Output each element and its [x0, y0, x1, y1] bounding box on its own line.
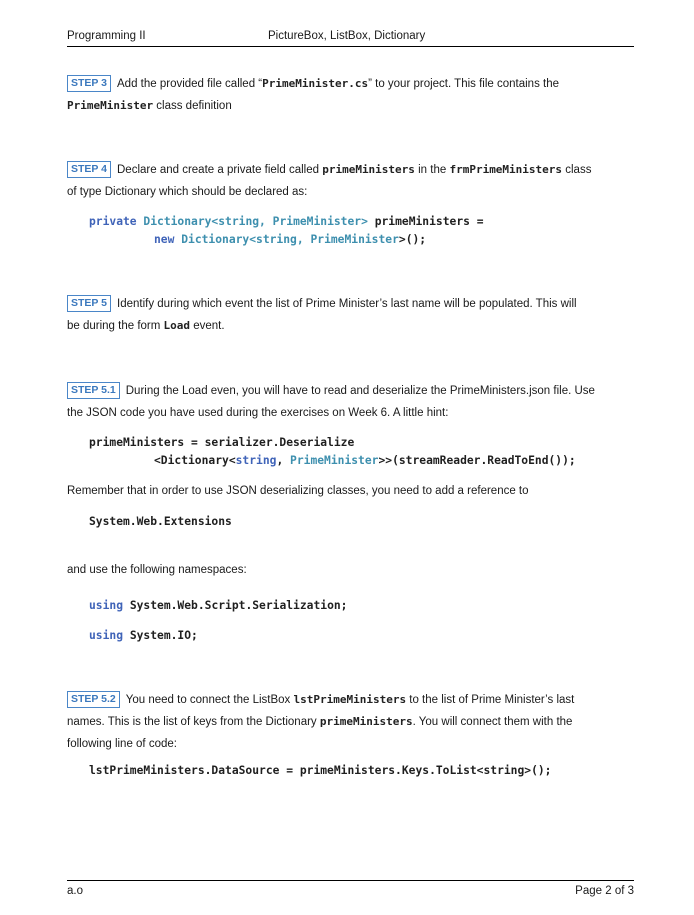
code-text: >>(streamReader.ReadToEnd());	[378, 454, 576, 467]
step4-code-line-2	[154, 231, 426, 249]
code-text: <Dictionary<	[154, 454, 236, 467]
step51-paragraph	[67, 380, 634, 424]
step3-text-2: ” to your project. This file contains the	[368, 78, 560, 90]
step5-load: Load	[163, 319, 191, 332]
step5-text-3: event.	[190, 320, 225, 332]
step52-text-4: . You will connect them with the	[412, 716, 573, 728]
step3-file: PrimeMinister.cs	[262, 77, 369, 90]
code-type: PrimeMinister	[290, 454, 379, 467]
step4-field: primeMinisters	[322, 163, 415, 176]
step4-text-3: class	[562, 164, 592, 176]
footer-author: a.o	[67, 885, 83, 897]
step4-code-line-1	[89, 213, 484, 231]
step3-text-3: class definition	[153, 100, 232, 112]
page-footer	[67, 880, 634, 901]
reference-assembly: System.Web.Extensions	[89, 515, 232, 528]
step51-text: During the Load even, you will have to read and deserialize the PrimeMinisters.json file. Use	[125, 385, 595, 397]
footer-page-number: Page 2 of 3	[575, 885, 634, 897]
step4-text: Declare and create a private field called	[117, 164, 323, 176]
step5-text: Identify during which event the list of Prime Minister’s last name will be populated. This will	[117, 298, 577, 310]
step3-class: PrimeMinister	[67, 99, 154, 112]
code-text: ,	[276, 454, 291, 467]
step5-badge: STEP 5	[67, 295, 111, 312]
step52-text-5: following line of code:	[67, 738, 177, 750]
step4-text-2: in the	[414, 164, 450, 176]
code-type: PrimeMinister>	[272, 215, 368, 228]
code-text: System.IO;	[129, 629, 198, 642]
step52-paragraph	[67, 689, 634, 755]
step52-dictionary: primeMinisters	[319, 715, 413, 728]
step52-text-3: names. This is the list of keys from the Dictionary	[67, 716, 320, 728]
header-course: Programming II	[67, 30, 146, 42]
code-text: primeMinisters =	[374, 215, 484, 228]
step52-badge: STEP 5.2	[67, 691, 120, 708]
code-type: PrimeMinister	[310, 233, 399, 246]
step4-text-4: of type Dictionary which should be declared as:	[67, 186, 308, 198]
step4-badge: STEP 4	[67, 161, 111, 178]
step52-text-2: to the list of Prime Minister’s last	[406, 694, 575, 706]
code-keyword: new	[154, 233, 175, 246]
using-line-1	[89, 597, 347, 615]
step51-code-line-2	[154, 452, 576, 470]
code-keyword: string	[235, 454, 277, 467]
step51-text-2: the JSON code you have used during the exercises on Week 6. A little hint:	[67, 407, 449, 419]
step4-form: frmPrimeMinisters	[449, 163, 563, 176]
code-text: System.Web.Script.Serialization;	[129, 599, 348, 612]
code-keyword: using	[89, 629, 124, 642]
code-type: Dictionary<string,	[181, 233, 304, 246]
step52-code-line: lstPrimeMinisters.DataSource = primeMinisters.Keys.ToList<string>();	[89, 764, 552, 777]
namespaces-text: and use the following namespaces:	[67, 564, 247, 576]
step52-listbox: lstPrimeMinisters	[293, 693, 407, 706]
page-header	[67, 28, 634, 47]
step51-code-line-1: primeMinisters = serializer.Deserialize	[89, 436, 355, 449]
code-keyword: using	[89, 599, 124, 612]
step51-badge: STEP 5.1	[67, 382, 120, 399]
step52-text: You need to connect the ListBox	[125, 694, 294, 706]
step51-reference-text: Remember that in order to use JSON deserializing classes, you need to add a reference to	[67, 485, 529, 497]
step5-paragraph	[67, 293, 634, 337]
code-text: >();	[398, 233, 427, 246]
step5-text-2: be during the form	[67, 320, 164, 332]
header-topic: PictureBox, ListBox, Dictionary	[268, 30, 426, 42]
step3-text: Add the provided file called “	[117, 78, 263, 90]
code-keyword: private	[89, 215, 137, 228]
using-line-2	[89, 627, 198, 645]
step3-paragraph	[67, 73, 634, 117]
step4-paragraph	[67, 159, 634, 203]
code-type: Dictionary<string,	[143, 215, 266, 228]
step3-badge: STEP 3	[67, 75, 111, 92]
